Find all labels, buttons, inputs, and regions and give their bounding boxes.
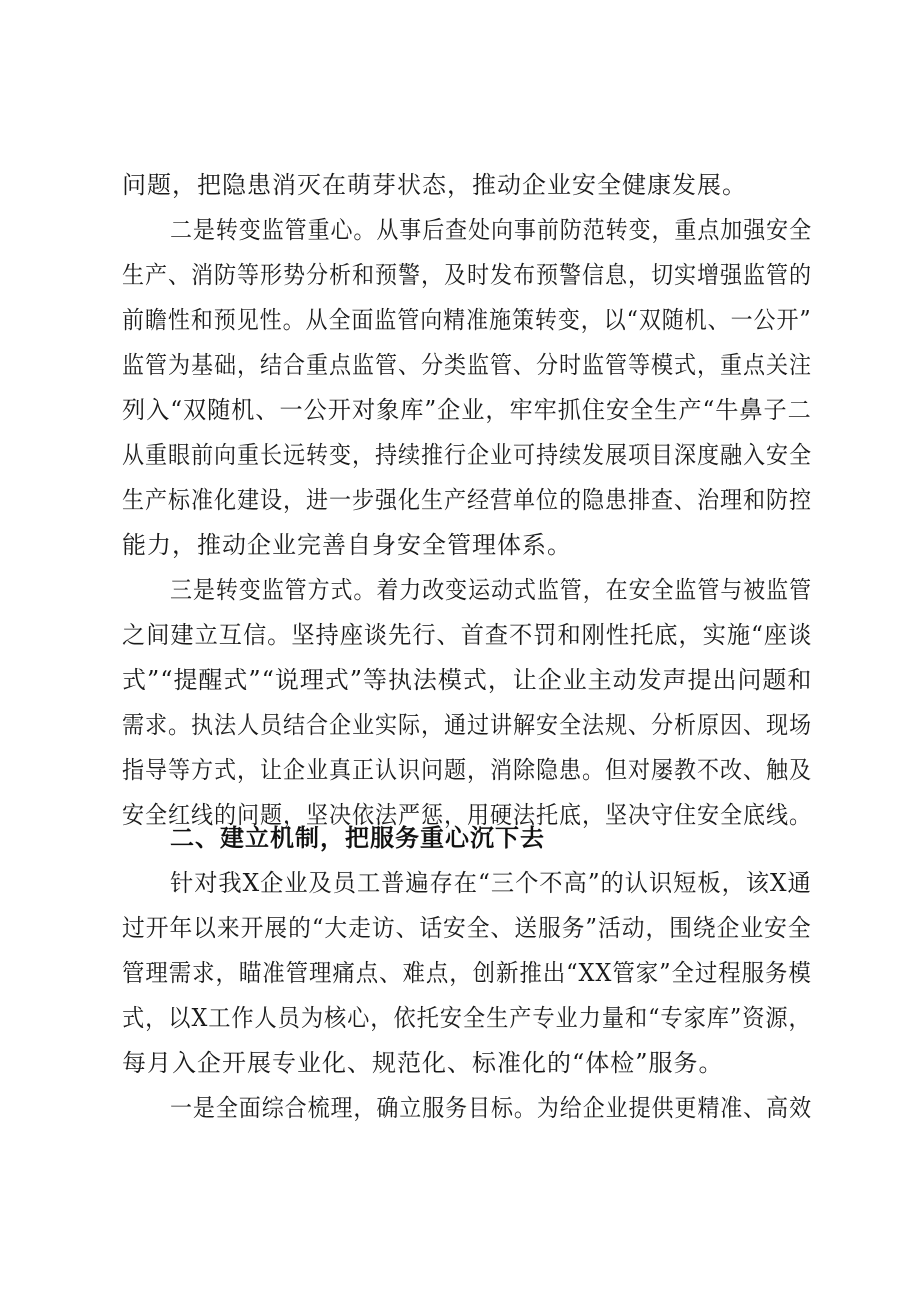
paragraph-line: 式，以X工作人员为核心，依托安全生产专业力量和“专家库”资源， [122, 1004, 812, 1032]
paragraph-line: 管理需求，瞄准管理痛点、难点，创新推出“XX管家”全过程服务模 [122, 959, 812, 987]
paragraph-line: 指导等方式，让企业真正认识问题，消除隐患。但对屡教不改、触及 [122, 756, 812, 784]
paragraph-line: 前瞻性和预见性。从全面监管向精准施策转变，以“双随机、一公开” [122, 306, 812, 334]
paragraph-line: 针对我X企业及员工普遍存在“三个不高”的认识短板，该X通 [170, 869, 812, 897]
paragraph-line: 一是全面综合梳理，确立服务目标。为给企业提供更精准、高效 [170, 1094, 812, 1122]
paragraph-line: 生产标准化建设，进一步强化生产经营单位的隐患排查、治理和防控 [122, 486, 812, 514]
paragraph-line: 安全红线的问题，坚决依法严惩，用硬法托底，坚决守住安全底线。 [122, 801, 812, 829]
section-heading: 二、建立机制，把服务重心沉下去 [170, 824, 545, 852]
paragraph-line: 生产、消防等形势分析和预警，及时发布预警信息，切实增强监管的 [122, 261, 812, 289]
paragraph-line: 从重眼前向重长远转变，持续推行企业可持续发展项目深度融入安全 [122, 441, 812, 469]
paragraph-line: 过开年以来开展的“大走访、话安全、送服务”活动，围绕企业安全 [122, 914, 812, 942]
paragraph-line: 二是转变监管重心。从事后查处向事前防范转变，重点加强安全 [170, 216, 812, 244]
paragraph-line: 问题，把隐患消灭在萌芽状态，推动企业安全健康发展。 [122, 171, 747, 199]
paragraph-line: 式”“提醒式”“说理式”等执法模式，让企业主动发声提出问题和 [122, 666, 813, 694]
paragraph-line: 之间建立互信。坚持座谈先行、首查不罚和刚性托底，实施“座谈 [122, 621, 813, 649]
paragraph-line: 三是转变监管方式。着力改变运动式监管，在安全监管与被监管 [170, 576, 812, 604]
paragraph-line: 需求。执法人员结合企业实际，通过讲解安全法规、分析原因、现场 [122, 711, 812, 739]
paragraph-line: 列入“双随机、一公开对象库”企业，牢牢抓住安全生产“牛鼻子二 [122, 396, 812, 424]
paragraph-line: 能力，推动企业完善自身安全管理体系。 [122, 531, 572, 559]
paragraph-line: 监管为基础，结合重点监管、分类监管、分时监管等模式，重点关注 [122, 351, 812, 379]
paragraph-line: 每月入企开展专业化、规范化、标准化的“体检”服务。 [122, 1049, 724, 1077]
